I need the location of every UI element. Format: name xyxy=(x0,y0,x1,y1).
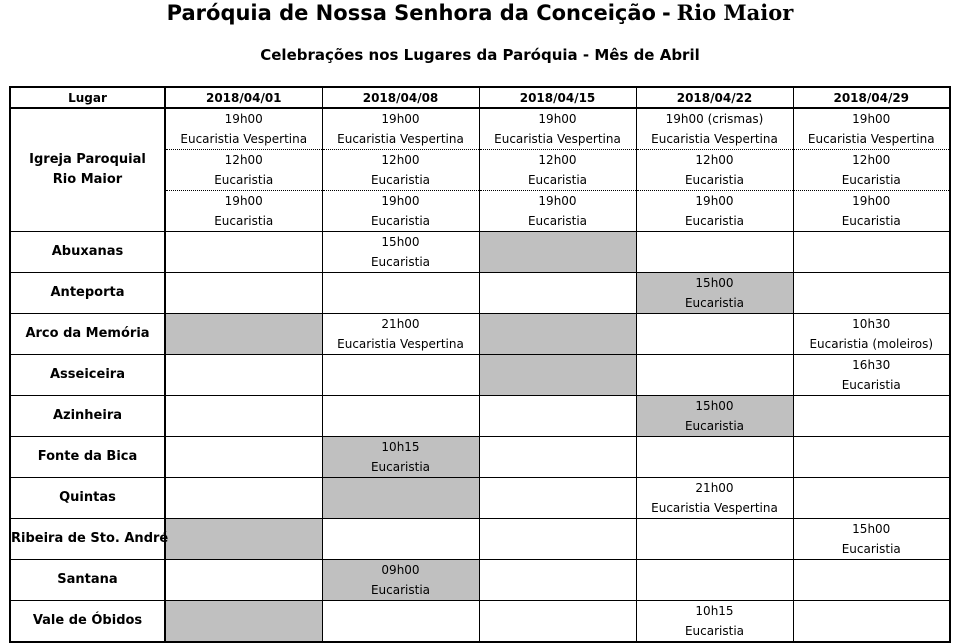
celebration-slot xyxy=(166,191,322,231)
schedule-cell xyxy=(322,519,479,560)
table-row xyxy=(10,314,950,355)
schedule-cell xyxy=(479,519,636,560)
celebration-description: Eucaristia xyxy=(370,255,431,269)
place-cell xyxy=(10,355,165,396)
celebration-time: 15h00 xyxy=(852,522,891,536)
celebration-time: 19h00 xyxy=(381,112,420,126)
celebration-description: Eucaristia xyxy=(214,214,274,228)
schedule-cell xyxy=(793,108,950,232)
schedule-cell-shaded xyxy=(479,314,636,355)
schedule-cell xyxy=(636,601,793,643)
celebration-slot xyxy=(480,191,636,231)
celebration-time: 21h00 xyxy=(381,317,420,331)
celebration-slot xyxy=(794,150,950,191)
celebration-slot xyxy=(166,150,322,191)
schedule-cell xyxy=(165,355,322,396)
slot-stack xyxy=(480,109,636,231)
place-name: Abuxanas xyxy=(51,244,124,259)
celebration-description: Eucaristia Vespertina xyxy=(337,132,464,146)
schedule-cell xyxy=(636,355,793,396)
title-separator: - xyxy=(661,1,671,25)
celebration-time: 15h00 xyxy=(695,399,734,413)
schedule-cell xyxy=(636,478,793,519)
schedule-cell xyxy=(793,560,950,601)
celebration-time: 12h00 xyxy=(695,153,734,167)
celebration-description: Eucaristia xyxy=(214,173,274,187)
schedule-cell xyxy=(322,314,479,355)
celebration-description: Eucaristia xyxy=(684,624,745,638)
schedule-table xyxy=(9,86,951,643)
celebration-description: Eucaristia xyxy=(684,173,745,187)
slot-stack xyxy=(166,109,322,231)
schedule-cell xyxy=(322,355,479,396)
schedule-cell xyxy=(479,437,636,478)
place-cell xyxy=(10,273,165,314)
place-name-line1: Igreja Paroquial xyxy=(29,152,146,167)
table-row xyxy=(10,519,950,560)
celebration-description: Eucaristia xyxy=(684,419,745,433)
schedule-cell xyxy=(322,601,479,643)
schedule-cell xyxy=(636,519,793,560)
celebration-slot xyxy=(323,109,479,150)
schedule-cell xyxy=(322,232,479,273)
celebration-description: Eucaristia xyxy=(684,296,745,310)
celebration-slot xyxy=(480,109,636,150)
table-row xyxy=(10,232,950,273)
slot-stack xyxy=(637,109,793,231)
celebration-description: Eucaristia xyxy=(370,173,431,187)
slot-stack xyxy=(794,109,950,231)
column-header-date: 2018/04/15 xyxy=(479,87,636,108)
place-cell xyxy=(10,314,165,355)
schedule-cell xyxy=(793,601,950,643)
schedule-cell xyxy=(636,314,793,355)
schedule-cell-shaded xyxy=(165,601,322,643)
schedule-cell xyxy=(322,273,479,314)
celebration-description: Eucaristia xyxy=(370,460,431,474)
schedule-cell xyxy=(479,560,636,601)
celebration-time: 19h00 (crismas) xyxy=(665,112,764,126)
table-row xyxy=(10,478,950,519)
celebration-time: 19h00 xyxy=(852,194,891,208)
column-header-date: 2018/04/22 xyxy=(636,87,793,108)
schedule-cell xyxy=(479,396,636,437)
celebration-slot xyxy=(323,150,479,191)
schedule-cell-shaded xyxy=(479,232,636,273)
table-row xyxy=(10,355,950,396)
celebration-time: 19h00 xyxy=(538,194,577,208)
celebration-slot xyxy=(794,109,950,150)
celebration-time: 21h00 xyxy=(695,481,734,495)
place-name: Santana xyxy=(57,572,118,587)
celebration-slot xyxy=(166,109,322,150)
celebration-time: 12h00 xyxy=(538,153,577,167)
schedule-cell-shaded xyxy=(322,560,479,601)
celebration-time: 12h00 xyxy=(224,153,263,167)
celebration-time: 19h00 xyxy=(538,112,577,126)
place-name: Quintas xyxy=(59,490,116,505)
schedule-cell xyxy=(793,437,950,478)
schedule-cell xyxy=(793,478,950,519)
celebration-description: Eucaristia xyxy=(841,214,901,228)
celebration-time: 19h00 xyxy=(852,112,891,126)
schedule-cell xyxy=(165,273,322,314)
place-name-line2: Rio Maior xyxy=(52,172,123,187)
place-cell xyxy=(10,601,165,643)
slot-stack xyxy=(323,109,479,231)
schedule-cell xyxy=(479,108,636,232)
schedule-cell-shaded xyxy=(165,314,322,355)
celebration-time: 19h00 xyxy=(381,194,420,208)
celebration-description: Eucaristia xyxy=(527,173,588,187)
schedule-cell-shaded xyxy=(322,437,479,478)
schedule-cell xyxy=(479,478,636,519)
place-cell xyxy=(10,396,165,437)
schedule-cell xyxy=(322,396,479,437)
schedule-cell xyxy=(636,108,793,232)
celebration-description: Eucaristia xyxy=(841,542,901,556)
celebration-time: 09h00 xyxy=(381,563,420,577)
column-header-date: 2018/04/01 xyxy=(165,87,322,108)
schedule-cell-shaded xyxy=(636,396,793,437)
celebration-description: Eucaristia xyxy=(370,583,431,597)
place-cell xyxy=(10,108,165,232)
celebration-time: 19h00 xyxy=(695,194,734,208)
place-name: Ribeira de Sto. André xyxy=(11,531,169,546)
celebration-description: Eucaristia xyxy=(841,378,901,392)
place-cell xyxy=(10,437,165,478)
place-name: Anteporta xyxy=(50,285,125,300)
schedule-cell xyxy=(165,437,322,478)
schedule-cell-shaded xyxy=(165,519,322,560)
schedule-cell xyxy=(165,108,322,232)
celebration-description: Eucaristia xyxy=(841,173,901,187)
schedule-cell xyxy=(793,314,950,355)
table-row xyxy=(10,437,950,478)
celebration-time: 19h00 xyxy=(224,194,263,208)
schedule-cell xyxy=(793,519,950,560)
place-name: Arco da Memória xyxy=(25,326,150,341)
celebration-time: 12h00 xyxy=(381,153,420,167)
schedule-cell xyxy=(636,560,793,601)
table-row xyxy=(10,560,950,601)
celebration-time: 10h15 xyxy=(381,440,420,454)
place-cell xyxy=(10,519,169,560)
table-row xyxy=(10,396,950,437)
celebration-time: 10h15 xyxy=(695,604,734,618)
place-name: Azinheira xyxy=(52,408,123,423)
schedule-cell xyxy=(793,396,950,437)
schedule-cell xyxy=(322,108,479,232)
celebration-description: Eucaristia Vespertina xyxy=(180,132,308,146)
place-name: Asseiceira xyxy=(50,367,125,382)
celebration-slot xyxy=(480,150,636,191)
place-cell xyxy=(10,478,165,519)
place-name: Vale de Óbidos xyxy=(32,613,143,628)
celebration-description: Eucaristia xyxy=(370,214,431,228)
celebration-slot xyxy=(637,191,793,231)
celebration-description: Eucaristia (moleiros) xyxy=(809,337,934,351)
table-row xyxy=(10,273,950,314)
column-header-place: Lugar xyxy=(10,87,165,108)
place-cell xyxy=(10,232,165,273)
schedule-cell xyxy=(165,396,322,437)
schedule-cell xyxy=(479,273,636,314)
celebration-description: Eucaristia Vespertina xyxy=(807,132,935,146)
schedule-cell xyxy=(636,232,793,273)
celebration-time: 15h00 xyxy=(381,235,420,249)
celebration-description: Eucaristia Vespertina xyxy=(337,337,464,351)
table-row xyxy=(10,601,950,643)
schedule-cell xyxy=(165,560,322,601)
header-row xyxy=(10,87,950,108)
column-header-date: 2018/04/08 xyxy=(322,87,479,108)
celebration-slot xyxy=(637,150,793,191)
celebration-description: Eucaristia Vespertina xyxy=(651,501,778,515)
celebration-time: 19h00 xyxy=(224,112,263,126)
town-name: Rio Maior xyxy=(676,0,794,25)
celebration-description: Eucaristia Vespertina xyxy=(494,132,621,146)
schedule-cell xyxy=(165,478,322,519)
schedule-cell-shaded xyxy=(636,273,793,314)
table-row-igreja xyxy=(10,108,950,232)
page-subtitle: Celebrações nos Lugares da Paróquia - Mês de Abril xyxy=(260,46,700,64)
place-name: Fonte da Bica xyxy=(37,449,138,464)
schedule-cell xyxy=(479,601,636,643)
schedule-cell-shaded xyxy=(322,478,479,519)
celebration-slot xyxy=(637,109,793,150)
schedule-cell xyxy=(793,232,950,273)
parish-title: Paróquia de Nossa Senhora da Conceição xyxy=(166,1,656,25)
schedule-cell xyxy=(793,273,950,314)
place-cell xyxy=(10,560,165,601)
celebration-time: 10h30 xyxy=(852,317,891,331)
celebration-slot xyxy=(794,191,950,231)
page-title xyxy=(0,0,960,28)
celebration-description: Eucaristia xyxy=(527,214,588,228)
celebration-slot xyxy=(323,191,479,231)
schedule-cell xyxy=(636,437,793,478)
column-header-date: 2018/04/29 xyxy=(793,87,950,108)
schedule-cell xyxy=(793,355,950,396)
celebration-time: 15h00 xyxy=(695,276,734,290)
celebration-time: 16h30 xyxy=(852,358,891,372)
schedule-cell xyxy=(165,232,322,273)
celebration-time: 12h00 xyxy=(852,153,891,167)
schedule-cell-shaded xyxy=(479,355,636,396)
celebration-description: Eucaristia xyxy=(684,214,745,228)
celebration-description: Eucaristia Vespertina xyxy=(651,132,778,146)
